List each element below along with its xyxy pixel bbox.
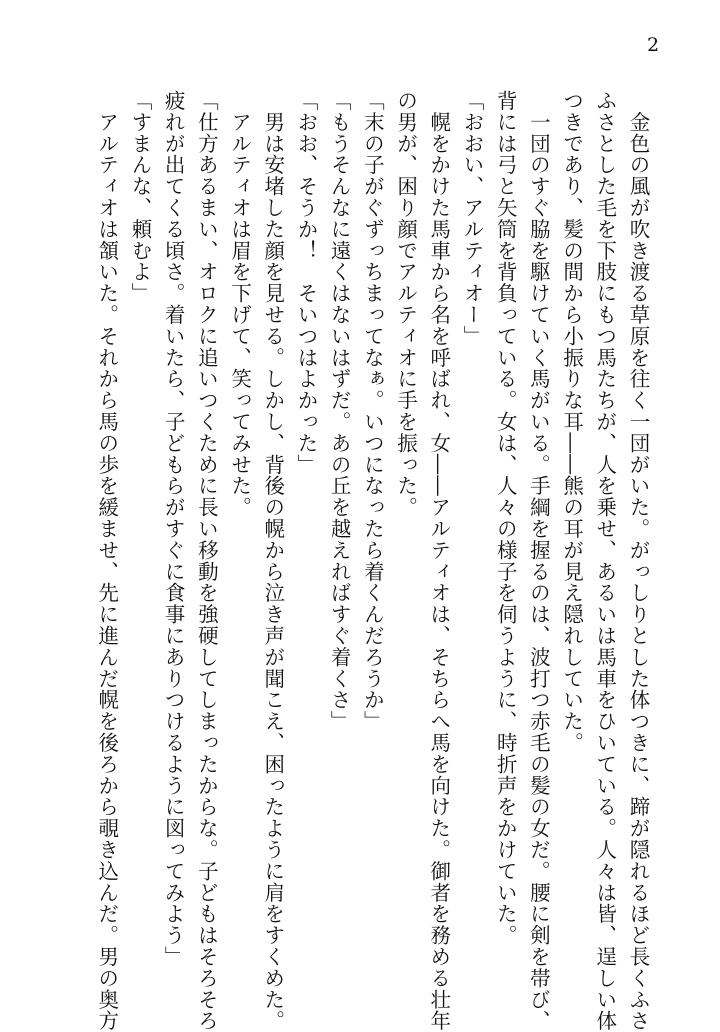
body-text [90,90,654,1032]
text-line: 一団のすぐ脇を駆けていく馬がいる。手綱を握るのは、波打つ赤毛の髪の女だ。腰に剣を帯び、 [526,90,551,1032]
text-line: 「末の子がぐずっちまってなぁ。いつになったら着くんだろうか」 [360,90,385,732]
page-number: 2 [646,34,660,56]
text-line: 「すまんな、頼むよ」 [127,90,152,304]
text-line: つきであり、髪の間から小振りな耳――熊の耳が見え隠れしていた。 [559,90,584,754]
text-line: の男が、困り顔でアルティオに手を振った。 [393,90,418,518]
text-line: 「おおい、アルティオー」 [459,90,484,347]
text-line: 男は安堵した顔を見せる。しかし、背後の幌から泣き声が聞こえ、困ったように肩をすくめた。 [260,90,285,1032]
text-line: 「もうそんなに遠くはないはずだ。あの丘を越えればすぐ着くさ」 [327,90,352,732]
text-line: 背には弓と矢筒を背負っている。女は、人々の様子を伺うように、時折声をかけていた。 [493,90,518,946]
text-line: 幌をかけた馬車から名を呼ばれ、女――アルティオは、そちらへ馬を向けた。御者を務める壮年 [426,90,451,1032]
text-line: 「仕方あるまい、オロクに追いつくために長い移動を強硬してしまったからな。子どもはそろそろ [194,90,219,1032]
text-line: アルティオは眉を下げて、笑ってみせた。 [227,90,252,518]
text-line: 「おお、そうか！ そいつはよかった」 [293,90,318,476]
text-line: 金色の風が吹き渡る草原を往く一団がいた。がっしりとした体つきに、蹄が隠れるほど長くふさ [626,90,650,1032]
text-line: 疲れが出てくる頃さ。着いたら、子どもらがすぐに食事にありつけるように図ってみよう」 [161,90,186,968]
text-line: ふさとした毛を下肢にもつ馬たちが、人を乗せ、あるいは馬車をひいている。人々は皆、逞しい体 [592,90,617,1032]
text-line: アルティオは頷いた。それから馬の歩を緩ませ、先に進んだ幌を後ろから覗き込んだ。男の奥方 [94,90,119,1032]
